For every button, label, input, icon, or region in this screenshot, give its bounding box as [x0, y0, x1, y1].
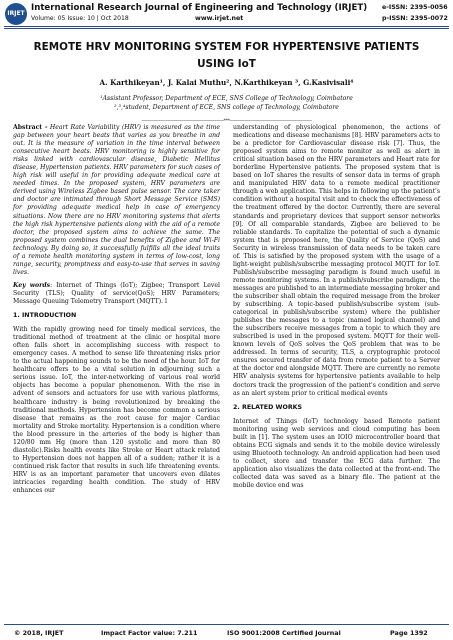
footer-page-number: Page 1392 — [390, 629, 428, 637]
left-column — [13, 124, 220, 495]
right-column — [233, 124, 440, 490]
journal-website[interactable]: www.irjet.net — [195, 15, 244, 22]
separator-line: ---------------------------------------------------------------------***--------------------------------------------------------------------- — [141, 118, 312, 124]
abstract-label: Abstract - — [13, 124, 48, 131]
section-heading-related-works: 2. RELATED WORKS — [233, 403, 303, 411]
pissn: p-ISSN: 2395-0072 — [382, 15, 448, 22]
eissn: e-ISSN: 2395-0056 — [382, 4, 448, 11]
affiliation-1: ¹Assistant Professor, Department of ECE, SNS College of Technology, Coimbatore — [100, 95, 353, 102]
related-works-text: Internet of Things (IoT) technology based Remote patient monitoring using web services and cloud computing has been built in [1]. The system uses an IOIO microcontroller board that obtains ECG signals and sends it to the mobile device wirelessly using Bluetooth technology. An android application had been used to collect, store and transfer the ECG data further. The application also visualizes the data collected at the front-end. The collected data was saved as a binary file. The patient at the mobile device end was — [233, 417, 440, 490]
volume-issue: Volume: 05 Issue: 10 | Oct 2018 — [31, 15, 129, 22]
affiliation-2: ²,³,⁴student, Department of ECE, SNS college of Technology, Coimbatore — [114, 104, 339, 111]
introduction-text: With the rapidly growing need for timely medical services, the traditional method of treatment at the clinic or hospital more often falls short in accomplishing success with respect to emergency cases. A method to sense life threatening risks prior to the actual happening sounds to be the need of the hour. IoT for healthcare offers to be a vital solution in adjourning such a serious issue. IoT, the inter-networking of various real world objects has become a popular phenomenon. With the rise in advent of sensors and actuators for use with various platforms, healthcare industry is being revolutionized by breaking the traditional methods. Hypertension has become common a serious disease that remains as the root cause for major Cardiac mortality and Stroke mortality. Hypertension is a condition where the blood pressure in the arteries of the body is higher than 120/80 mm Hg (more than 120 systolic and more than 80 diastolic).Risks health events like Stroke or Heart attack related to Hypertension does not happen all of a sudden; rather it is a continued risk factor that results in such life threatening events. HRV is as an important parameter that uncovers even dilates intricacies regarding health condition. The study of HRV enhances our — [13, 326, 220, 495]
abstract-text: Heart Rate Variability (HRV) is measured as the time gap between your heart beats that varies as you breathe in and out. It is the measure of variation in the time interval between consecutive heart beats. HRV monitoring is highly sensitive for risks linked with cardiovascular disease, Diabetic Mellitus disease, Hypertension patients. HRV parameters for such cases of high risk will useful in for providing adequate medical care at needed times. In the proposed system, HRV parameters are derived using Wireless Zigbee based pulse sensor. The care taker and doctor are intimated through Short Message Service (SMS) for providing adequate medical help in case of emergency situations. Now there are no HRV monitoring systems that alerts the high risk hypertensive patients along with the aid of a remote doctor, the proposed system aims to achieve the same. The proposed system combines the dual benefits of Zigbee and Wi-Fi technology. By doing so, it successfully fulfills all the ideal traits of a remote health monitoring system in terms of low-cost, long range, security, promptness and easy-to-use that serves in saving lives. — [13, 124, 220, 276]
irjet-logo: IRJET — [5, 3, 27, 25]
journal-title: International Research Journal of Engineering and Technology (IRJET) — [31, 3, 368, 13]
keywords-label: Key words — [13, 281, 51, 289]
footer-iso: ISO 9001:2008 Certified Journal — [227, 629, 341, 637]
keywords — [13, 282, 220, 306]
footer-rule — [4, 624, 449, 625]
keywords-text: : Internet of Things (IoT); Zigbee; Transport Level Security (TLS); Quality of service(QoS); HRV Parameters; Message Queuing Telemetry Transport (MQTT). l — [13, 281, 221, 305]
page-footer — [0, 627, 453, 639]
right-paragraph-1: understanding of physiological phenomenon, the actions of medications and disease mechanisms [8]. HRV parameters acts to be a predictor for Cardiovascular disease risk [7]. Thus, the proposed system aims to remote monitor as well as alert in critical situation based on the HRV parameters and Heart rate for borderline Hypertensive patients. The proposed system that is based on IoT shares the results of sensor data in terms of graph and manipulated HRV data to a remote medical practitioner through a web application. This helps in following up the patient's condition without a hospital visit and to check the effectiveness of the treatment offered by the doctor. Currently, there are several standards and proprietary devices that support sensor networks [9]. Of all comparable standards, Zigbee are believed to be reliable standards. To capitalize the potential of such a dynamic system that is proposed here, the Quality of Service (QoS) and Security in wireless transmission of data needs to be taken care of. This is satisfied by the proposed system with the usage of a light-weight publish/subscribe messaging protocol MQTT for IoT. Publish/subscribe messaging paradigm is found much useful in remote monitoring systems. In a publish/subscribe paradigm, the messages are published to an intermediate messaging broker and the subscriber shall obtain the required message from the broker by subscribing. A topic-based publish/subscribe system (sub-categorical in publish/subscribe system) where the publisher publishes the messages to a topic (named logical channel) and the subscribers receive messages from a topic to which they are subscribed is used in the proposed system. MQTT for their well-known levels of QoS solves the QoS problem that was to be addressed. In terms of security, TLS, a cryptographic protocol ensures secured transfer of data from remote patient to a Server at the doctor end alongside MQTT. There are currently no remote HRV analysis systems for hypertensive patients available to help doctors track the progression of the patient's condition and serve as an alert system prior to critical medical events — [233, 124, 440, 397]
journal-header — [0, 0, 453, 28]
section-heading-introduction: 1. INTRODUCTION — [13, 312, 77, 320]
footer-impact-factor: Impact Factor value: 7.211 — [101, 629, 198, 637]
header-rule-2 — [4, 28, 449, 29]
paper-title: REMOTE HRV MONITORING SYSTEM FOR HYPERTENSIVE PATIENTS USING IoT — [33, 41, 420, 70]
header-rule — [4, 26, 449, 27]
abstract — [13, 124, 220, 277]
footer-copyright: © 2018, IRJET — [14, 629, 64, 637]
author-list: A. Karthikeyan¹, J. Kalai Muthu², N.Karthikeyan ³, G.Kasivisali⁴ — [99, 78, 354, 87]
